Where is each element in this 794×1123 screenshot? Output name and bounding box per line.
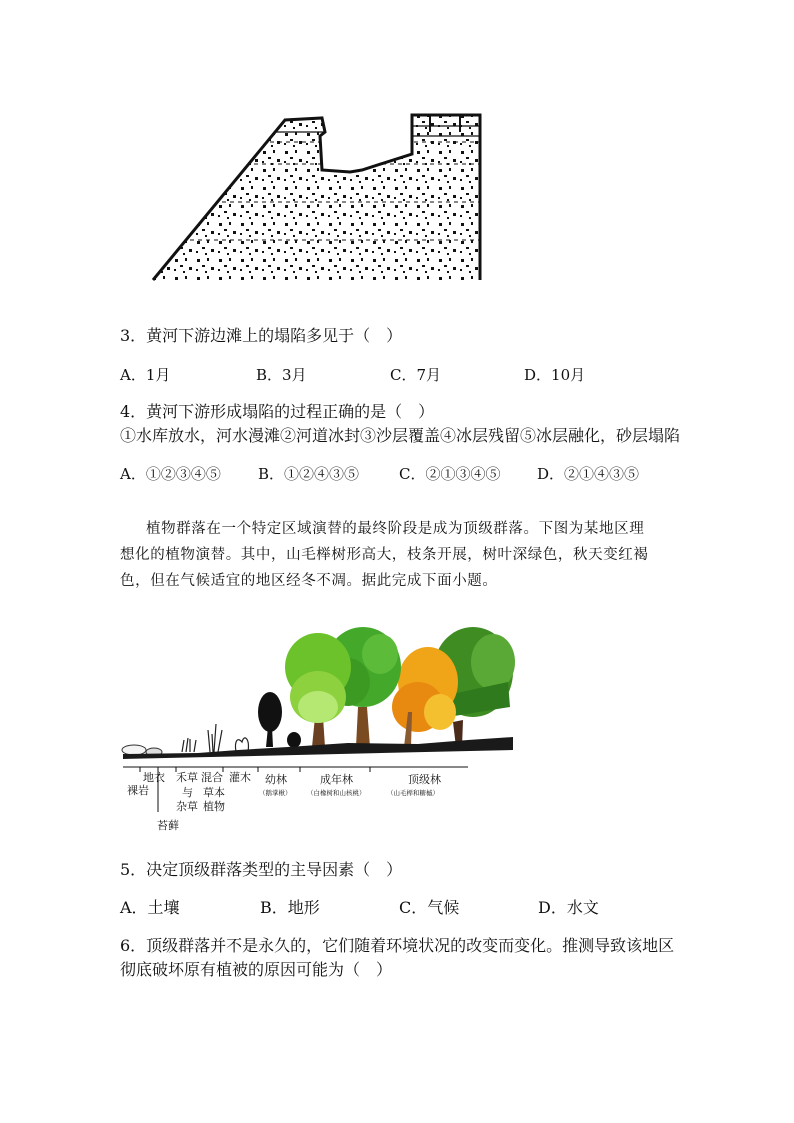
stage-climax-species: （山毛榉和糖槭） (387, 789, 439, 797)
stage-mixed-line1: 混合 (201, 771, 223, 784)
stage-bare-rock: 裸岩 (127, 784, 149, 797)
climax-forest-trees (392, 627, 515, 747)
question-6-line2: 彻底破坏原有植被的原因可能为（ ） (120, 960, 393, 979)
q4-option-a[interactable]: A．①②③④⑤ (120, 465, 221, 483)
stage-climax: 顶级林 (408, 773, 441, 786)
q4-option-c[interactable]: C．②①③④⑤ (399, 465, 501, 483)
stage-grass-line3: 杂草 (176, 800, 198, 813)
q3-option-a[interactable]: A．1月 (120, 366, 171, 384)
q5-option-b[interactable]: B．地形 (260, 898, 320, 917)
q5-option-d[interactable]: D．水文 (538, 898, 599, 917)
passage-line-2: 想化的植物演替。其中，山毛榉树形高大，枝条开展，树叶深绿色，秋天变红褐 (120, 547, 649, 563)
stage-grass-line1: 禾草 (176, 771, 198, 784)
stage-mature: 成年林 (320, 773, 353, 786)
q3-option-c[interactable]: C．7月 (390, 366, 442, 384)
herbs-and-grass (182, 724, 248, 752)
question-4-stem: 4．黄河下游形成塌陷的过程正确的是（ ） (120, 402, 435, 421)
stage-young: 幼林 (265, 773, 287, 786)
q3-option-d[interactable]: D．10月 (524, 366, 586, 384)
stage-mature-species: （白橡树和山核桃） (307, 789, 366, 797)
stage-lichen: 地衣 (143, 771, 165, 784)
q4-option-b[interactable]: B．①②④③⑤ (258, 465, 360, 483)
stage-shrub: 灌木 (229, 771, 251, 784)
q4-option-d[interactable]: D．②①④③⑤ (537, 465, 640, 483)
q5-option-c[interactable]: C．气候 (399, 898, 460, 917)
question-4-steps: ①水库放水，河水漫滩②河道冰封③沙层覆盖④冰层残留⑤冰层融化，砂层塌陷 (120, 426, 681, 445)
question-3-stem: 3．黄河下游边滩上的塌陷多见于（ ） (120, 326, 403, 345)
stage-mixed-line2: 草本 (203, 786, 225, 799)
stage-moss: 苔藓 (157, 819, 179, 832)
passage (120, 516, 680, 594)
q5-option-a[interactable]: A．土壤 (120, 898, 180, 917)
stage-mixed-line3: 植物 (203, 800, 225, 813)
passage-line-1: 植物群落在一个特定区域演替的最终阶段是成为顶级群落。下图为某地区理 (146, 521, 645, 537)
question-5-stem: 5．决定顶级群落类型的主导因素（ ） (120, 860, 403, 879)
passage-line-3: 色，但在气候适宜的地区经冬不凋。据此完成下面小题。 (120, 573, 498, 589)
collapse-profile-figure (150, 112, 490, 284)
q3-option-b[interactable]: B．3月 (256, 366, 307, 384)
stage-young-species: （鹅掌楸） (259, 789, 292, 797)
bare-rock-shape (122, 745, 146, 755)
question-6-line1: 6．顶级群落并不是永久的，它们随着环境状况的改变而变化。推测导致该地区 (120, 936, 675, 955)
young-forest-trees (285, 633, 351, 747)
stage-grass-line2: 与 (182, 786, 193, 799)
